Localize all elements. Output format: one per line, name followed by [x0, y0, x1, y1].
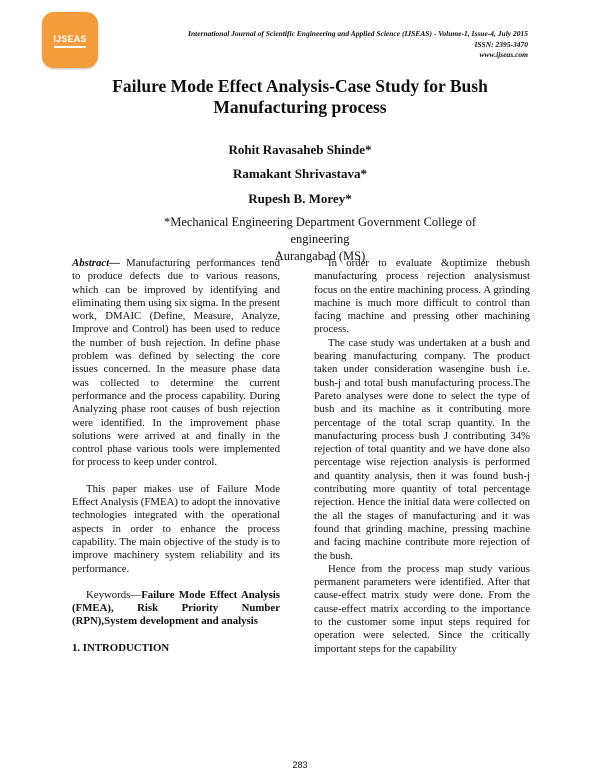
keywords-label: Keywords—: [86, 588, 142, 601]
journal-header: [188, 29, 528, 61]
right-column: [314, 257, 530, 656]
logo-text: IJSEAS: [53, 34, 87, 44]
journal-line: International Journal of Scientific Engineering and Applied Science (IJSEAS) - Volume-1, Issue-4, July 2015: [188, 29, 528, 38]
affiliation-line-2: Aurangabad (MS): [274, 249, 366, 263]
intro-paragraph-fmea: This paper makes use of Failure Mode Effect Analysis (FMEA) to adopt the innovative technologies integrated with the operational aspects in order to enhance the process capability. The main objective of the study is to improve machinery system reliability and its performance.: [72, 482, 280, 575]
abstract-text: Manufacturing performances tend to produce defects due to various reasons, which can be improved by identifying and eliminating them using six sigma. In the present work, DMAIC (Define, Measure, Analyze, Improve and Control) has been used to reduce the number of bush rejection. In define phase problem was defined by selecting the core issues concerned. In the measure phase data was collected to determine the current performance and the process capability. During Analyzing phase root causes of bush rejection were identified. In the improvement phase solutions were arrived at and finally in the control phase various tools were implemented for process to keep under control.: [72, 257, 280, 469]
page-number: 283: [292, 760, 308, 770]
title-line-2: Manufacturing process: [213, 97, 387, 117]
issn: ISSN: 2395-3470: [474, 39, 528, 49]
logo-underline: [54, 46, 86, 48]
left-column: [72, 257, 280, 655]
author-1: Rohit Ravasaheb Shinde*: [228, 142, 372, 157]
journal-logo: [42, 12, 98, 68]
right-paragraph-2: The case study was undertaken at a bush and bearing manufacturing company. The product taken under consideration wasengine bush i.e. bush-j and total bush manufacturing process.The Pareto analyses were done to select the type of bush and its machine as it contributing more percentage of the total scrap quantity. In the manufacturing process bush J contributing 34% rejection of total quantity and we have done also percentage wise rejection analysis is performed and quantity analysis, then it was found bush-j contributing more quantity of total percentage rejection. Hence the initial data were collected on the all the stages of manufacturing and it was found that grinding machine, pressing machine and facing machine contribute more rejection of the bush.: [314, 336, 530, 562]
journal-website: www.ijseas.com: [479, 50, 528, 59]
abstract: [72, 257, 280, 470]
title-line-1: Failure Mode Effect Analysis-Case Study for Bush: [112, 76, 488, 96]
section-heading-introduction: 1. INTRODUCTION: [72, 641, 170, 654]
keywords-text: Failure Mode Effect Analysis (FMEA), Risk Priority Number (RPN),System development and analysis: [72, 588, 280, 628]
abstract-label: Abstract—: [72, 257, 120, 269]
right-paragraph-1: In order to evaluate &optimize thebush manufacturing process rejection analysismust focus on the entire machining process. A grinding machine is much more difficult to control than facing machine and pressing other machining process.: [314, 257, 530, 336]
author-3: Rupesh B. Morey*: [248, 191, 352, 206]
keywords: [72, 589, 280, 629]
right-paragraph-3: Hence from the process map study various permanent parameters were identified. After that cause-effect matrix study were done. From the cause-effect matrix according to the importance to the customer some input steps required for operation were selected. Since the critically important steps for the capability: [314, 562, 530, 655]
paper-title: [60, 76, 540, 118]
author-2: Ramakant Shrivastava*: [233, 166, 367, 181]
affiliation-line-1: *Mechanical Engineering Department Government College of engineering: [163, 215, 477, 246]
